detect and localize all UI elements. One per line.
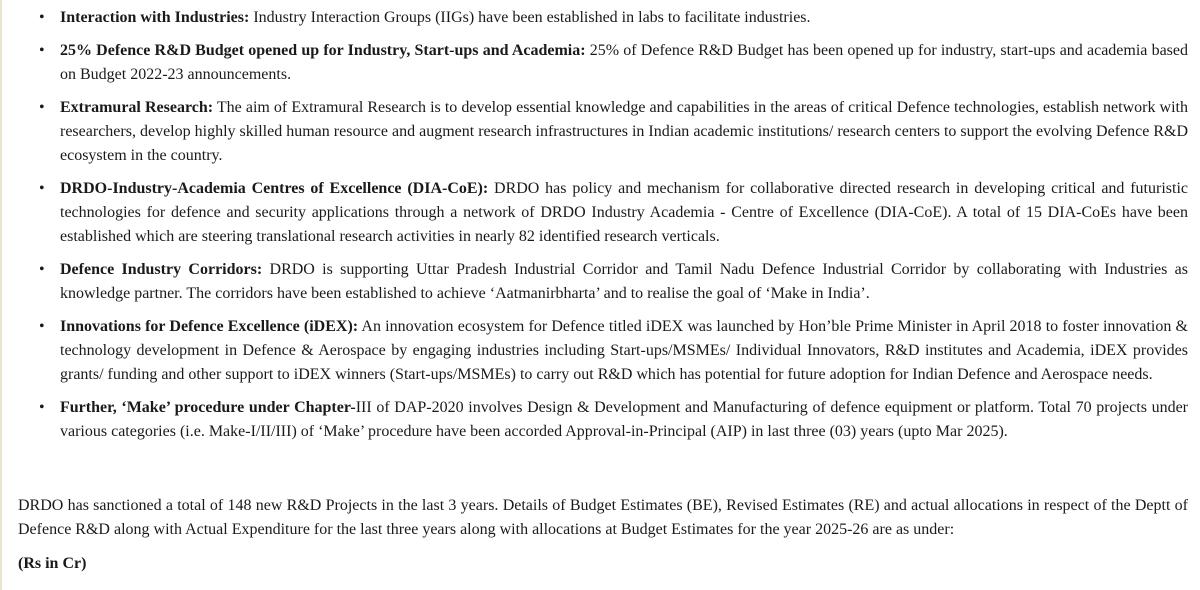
item-text: 25% of Defence R&D Budget has been opened up for industry, start-ups and academia based on Budget 2022-23 announcements. [60,42,1188,83]
bullet-icon: • [39,99,45,116]
item-lead: DRDO-Industry-Academia Centres of Excellence (DIA-CoE): [60,180,489,197]
item-text: Industry Interaction Groups (IIGs) have been established in labs to facilitate industries. [249,9,811,26]
item-text: DRDO is supporting Uttar Pradesh Industrial Corridor and Tamil Nadu Defence Industrial Corridor by collaborating with Industries as knowledge partner. The corridors have been established to achieve ‘Aatmanirbharta’ and to realise the goal of ‘Make in India’. [60,261,1189,302]
summary-paragraph: DRDO has sanctioned a total of 148 new R&D Projects in the last 3 years. Details of Budget Estimates (BE), Revised Estimates (RE) and actual allocations in respect of the Deptt of Defence R&D along with Actual Expenditure for the last three years along with allocations at Budget Estimates for the year 2025-26 are as under: [18,497,1188,538]
bullet-icon: • [39,318,45,335]
bullet-icon: • [39,399,45,416]
initiatives-list [18,6,1188,444]
list-item-budget-opened [18,39,1188,87]
bullet-icon: • [39,9,45,26]
list-item-make-procedure [18,396,1188,444]
item-text: DRDO has policy and mechanism for collaborative directed research in developing critical and futuristic technologies for defence and security applications through a network of DRDO Industry Academia - Centre of Excellence (DIA-CoE). A total of 15 DIA-CoEs have been established which are steering translational research activities in nearly 82 identified research verticals. [60,180,1188,245]
list-item-industry-corridors [18,258,1188,306]
list-item-dia-coe [18,177,1188,249]
item-lead: Extramural Research: [60,99,214,116]
list-item-industry-interaction [18,6,1188,30]
item-text: III of DAP-2020 involves Design & Development and Manufacturing of defence equipment or platform. Total 70 projects under various categories (i.e. Make-I/II/III) of ‘Make’ procedure have been accorded Approval-in-Principal (AIP) in last three (03) years (upto Mar 2025). [60,399,1188,440]
left-edge-rule [0,0,2,590]
bullet-icon: • [39,42,45,59]
item-lead: Defence Industry Corridors: [60,261,263,278]
item-text: An innovation ecosystem for Defence titled iDEX was launched by Hon’ble Prime Minister in April 2018 to foster innovation & technology development in Defence & Aerospace by engaging industries including Start-ups/MSMEs/ Individual Innovators, R&D institutes and Academia, iDEX provides grants/ funding and other support to iDEX winners (Start-ups/MSMEs) to carry out R&D which has potential for future adoption for Indian Defence and Aerospace needs. [60,318,1188,383]
list-item-extramural-research [18,96,1188,168]
document-body [18,6,1189,572]
list-item-idex [18,315,1188,387]
item-lead: Innovations for Defence Excellence (iDEX): [60,318,359,335]
item-text: The aim of Extramural Research is to develop essential knowledge and capabilities in the areas of critical Defence technologies, establish network with researchers, develop highly skilled human resource and augment research infrastructures in Indian academic institutions/ research centers to support the evolving Defence R&D ecosystem in the country. [60,99,1189,164]
item-lead: Further, ‘Make’ procedure under Chapter- [60,399,356,416]
item-lead: Interaction with Industries: [60,9,250,26]
bullet-icon: • [39,180,45,197]
units-label: (Rs in Cr) [18,555,87,572]
bullet-icon: • [39,261,45,278]
item-lead: 25% Defence R&D Budget opened up for Industry, Start-ups and Academia: [60,42,586,59]
